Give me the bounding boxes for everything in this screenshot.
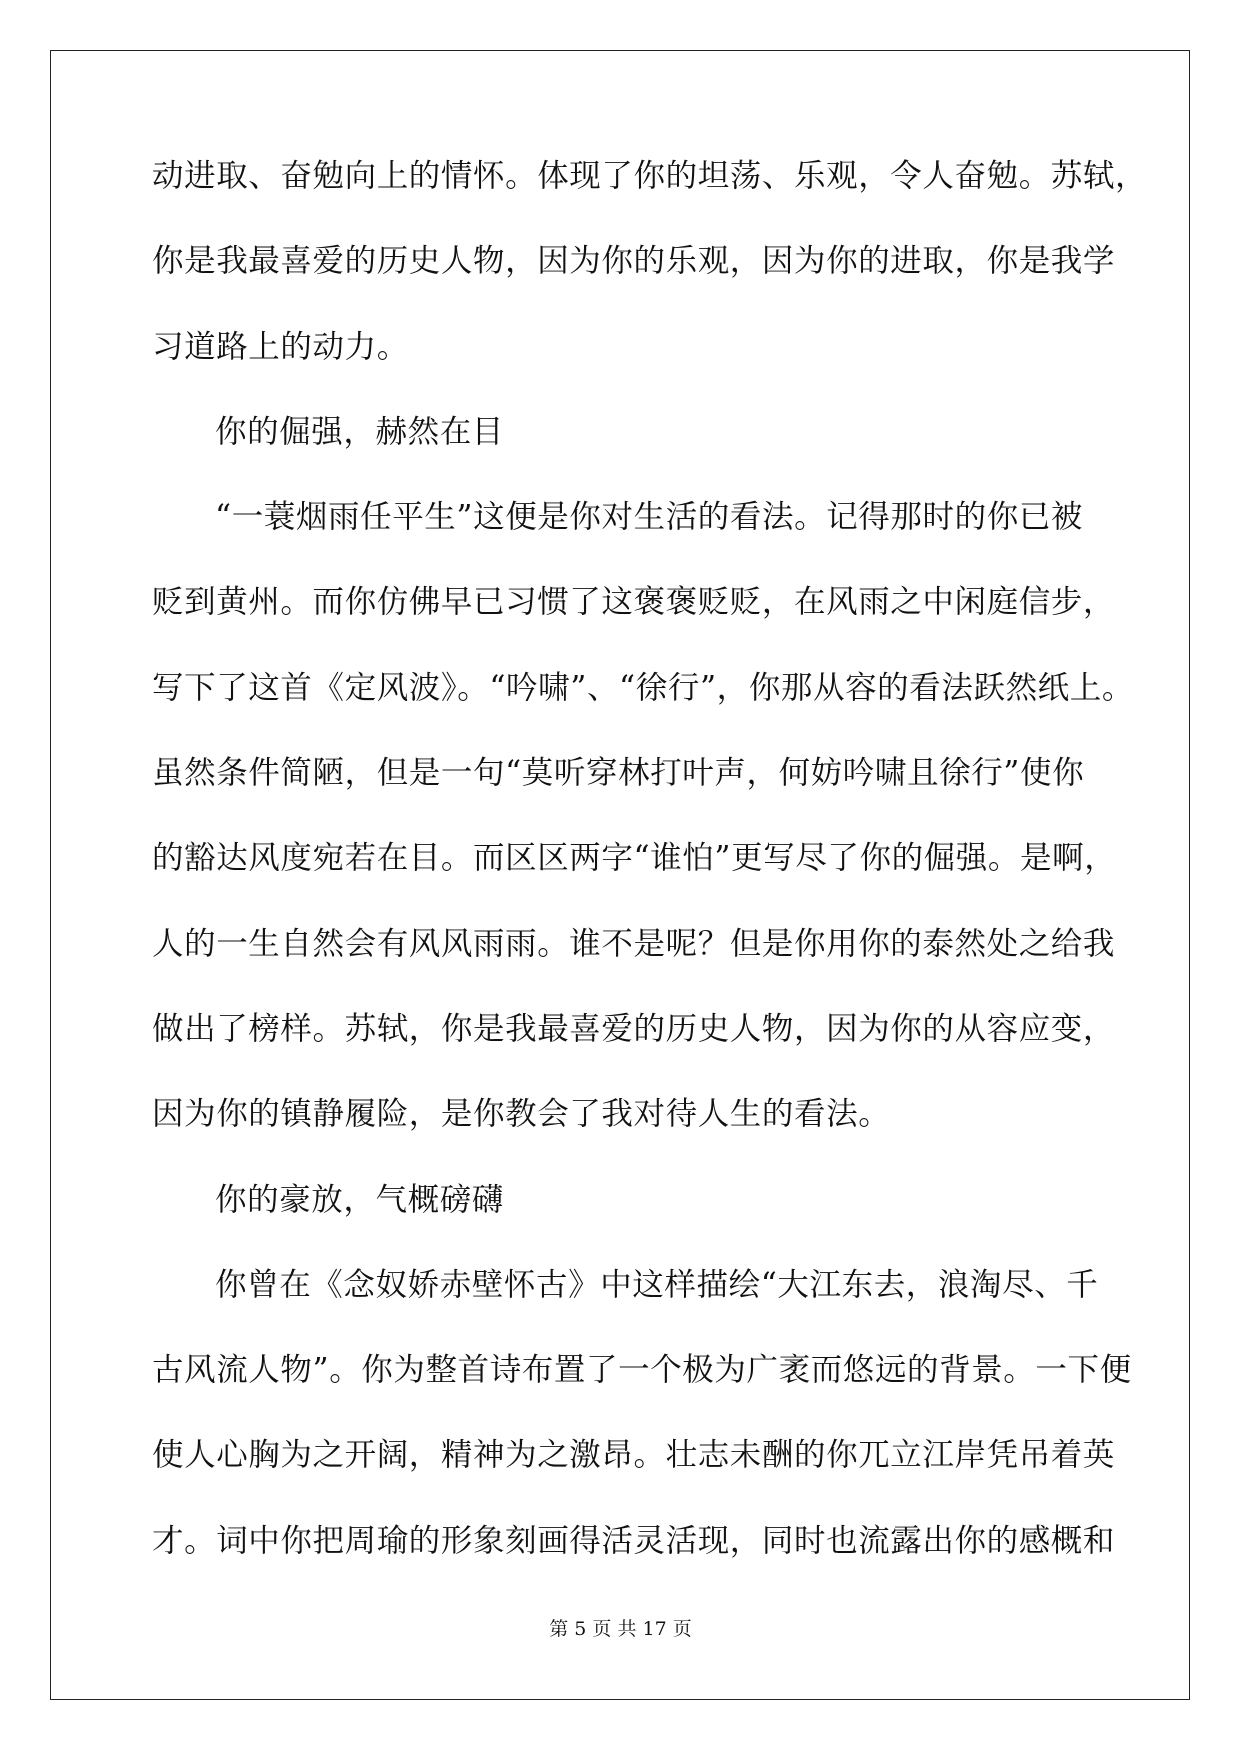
body-line: 你曾在《念奴娇赤壁怀古》中这样描绘“大江东去，浪淘尽、千 <box>215 1266 1099 1303</box>
body-line: 才。词中你把周瑜的形象刻画得活灵活现，同时也流露出你的感概和 <box>152 1522 1116 1559</box>
body-line: 动进取、奋勉向上的情怀。体现了你的坦荡、乐观，令人奋勉。苏轼， <box>152 158 1148 194</box>
document-body <box>152 158 1148 1610</box>
body-line: 习道路上的动力。 <box>152 328 409 365</box>
section-heading: 你的豪放，气概磅礴 <box>215 1181 504 1218</box>
body-line: 贬到黄州。而你仿佛早已习惯了这褒褒贬贬，在风雨之中闲庭信步， <box>152 584 1116 621</box>
body-line: “一蓑烟雨任平生”这便是你对生活的看法。记得那时的你已被 <box>215 499 1084 536</box>
body-line: 写下了这首《定风波》。“吟啸”、“徐行”，你那从容的看法跃然纸上。 <box>152 669 1134 706</box>
body-line: 使人心胸为之开阔，精神为之激昂。壮志未酬的你兀立江岸凭吊着英 <box>152 1437 1116 1474</box>
body-line: 古风流人物”。你为整首诗布置了一个极为广袤而悠远的背景。一下便 <box>152 1352 1132 1389</box>
body-line: 做出了榜样。苏轼，你是我最喜爱的历史人物，因为你的从容应变， <box>152 1010 1116 1047</box>
page-number-footer: 第 5 页 共 17 页 <box>549 1618 692 1640</box>
body-line: 的豁达风度宛若在目。而区区两字“谁怕”更写尽了你的倔强。是啊， <box>152 840 1117 877</box>
body-line: 你是我最喜爱的历史人物，因为你的乐观，因为你的进取，你是我学 <box>152 243 1116 280</box>
body-line: 虽然条件简陋，但是一句“莫听穿林打叶声，何妨吟啸且徐行”使你 <box>152 755 1085 792</box>
body-line: 因为你的镇静履险，是你教会了我对待人生的看法。 <box>152 1096 891 1133</box>
section-heading: 你的倔强，赫然在目 <box>215 413 504 450</box>
body-line: 人的一生自然会有风风雨雨。谁不是呢？但是你用你的泰然处之给我 <box>152 925 1116 962</box>
